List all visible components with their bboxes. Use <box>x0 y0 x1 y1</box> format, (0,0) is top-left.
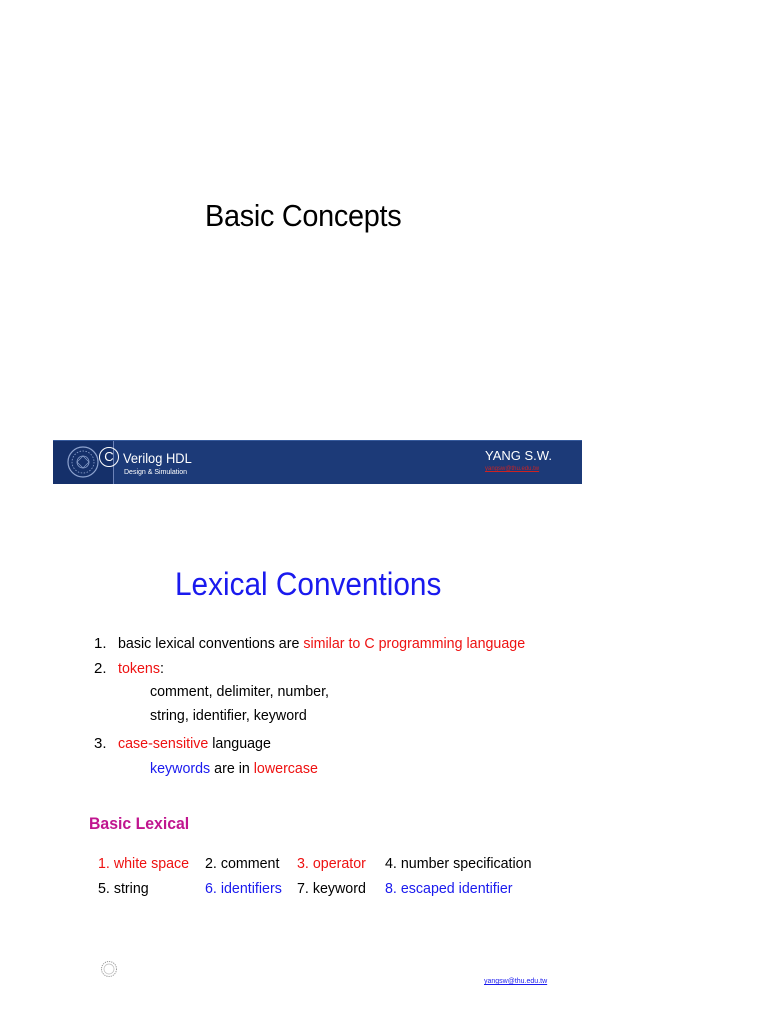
section-heading-basic-lexical: Basic Lexical <box>89 814 190 833</box>
university-seal-icon <box>100 960 118 978</box>
list-item <box>118 635 525 652</box>
list-item <box>118 660 164 677</box>
list-subitem <box>150 707 307 724</box>
lexical-item: 1. white space <box>98 855 190 872</box>
lexical-item: 4. number specification <box>385 855 532 872</box>
list-item-highlight: similar to C programming language <box>303 635 526 652</box>
list-item-highlight: keywords <box>150 760 211 777</box>
slide-title-lexical-conventions: Lexical Conventions <box>175 566 442 602</box>
course-banner <box>53 440 582 484</box>
list-subitem <box>150 760 318 777</box>
list-item-highlight: tokens <box>118 660 160 677</box>
lexical-item: 8. escaped identifier <box>385 880 513 897</box>
banner-author: YANG S.W. <box>485 448 552 463</box>
list-item-text: are in <box>210 760 254 777</box>
banner-course-title: Verilog HDL <box>123 450 192 466</box>
list-item-text: comment, delimiter, number, <box>150 683 330 700</box>
list-number: 3. <box>94 735 107 752</box>
list-number: 2. <box>94 660 107 677</box>
lexical-item: 5. string <box>98 880 149 897</box>
list-item <box>118 735 271 752</box>
list-item-highlight: case-sensitive <box>118 735 209 752</box>
lexical-item: 7. keyword <box>297 880 366 897</box>
lexical-item: 2. comment <box>205 855 280 872</box>
footer-email-link[interactable]: yangsw@thu.edu.tw <box>484 978 548 985</box>
list-item-text: basic lexical conventions are <box>118 635 304 652</box>
copyright-icon: C <box>99 447 119 467</box>
list-item-text: string, identifier, keyword <box>150 707 307 724</box>
list-subitem <box>150 683 329 700</box>
list-item-text: : <box>159 660 164 677</box>
slide-title-basic-concepts: Basic Concepts <box>205 198 402 233</box>
banner-email-link[interactable]: yangsw@thu.edu.tw <box>485 466 540 472</box>
lexical-item: 6. identifiers <box>205 880 282 897</box>
list-number: 1. <box>94 635 107 652</box>
banner-course-subtitle: Design & Simulation <box>124 469 188 476</box>
lexical-item: 3. operator <box>297 855 366 872</box>
list-item-highlight: lowercase <box>253 760 318 777</box>
list-item-text: language <box>208 735 271 752</box>
